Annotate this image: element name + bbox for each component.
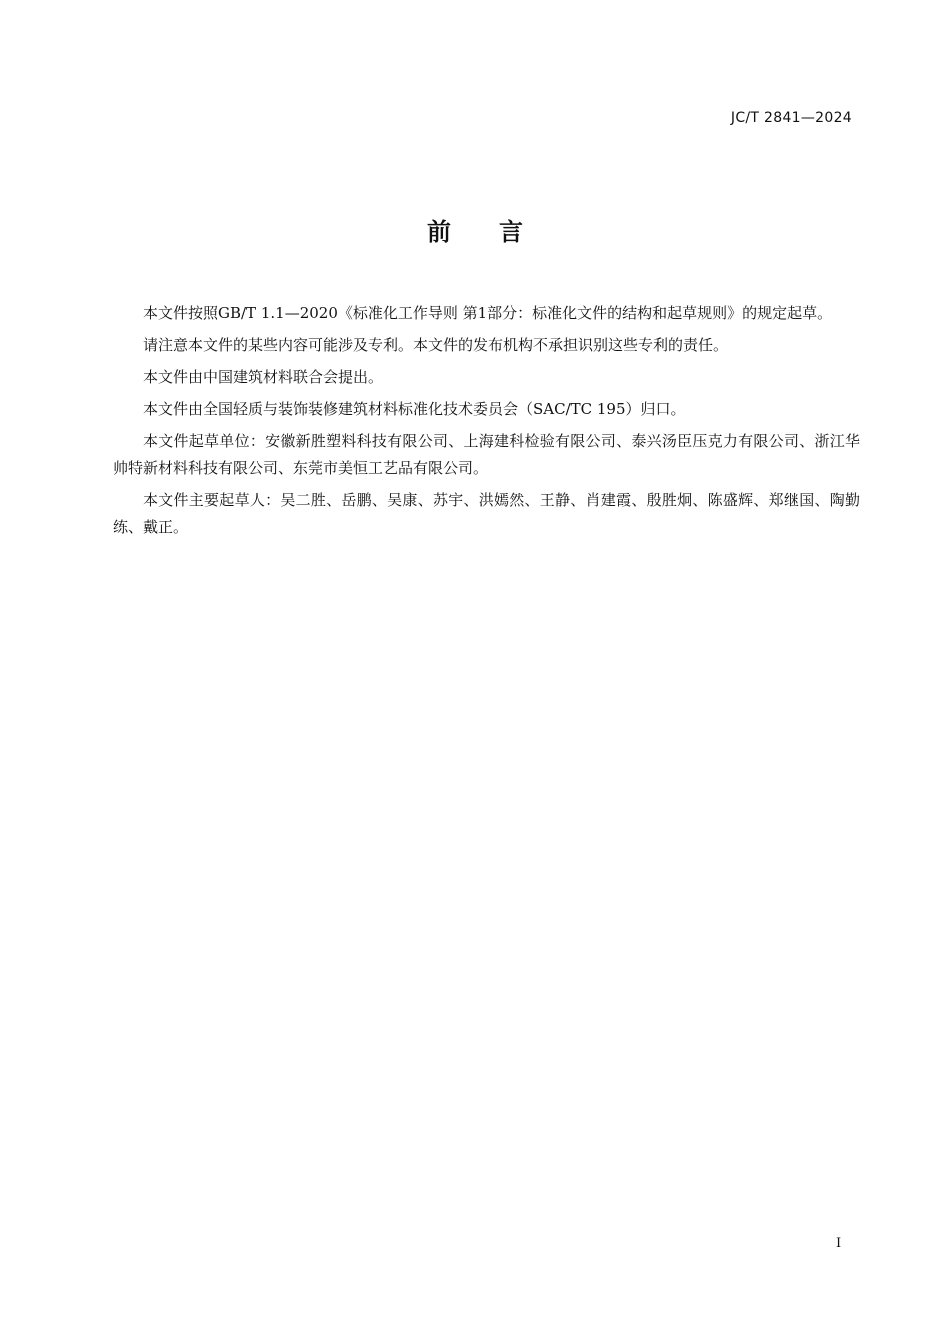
paragraph-proposer: 本文件由中国建筑材料联合会提出。: [143, 368, 384, 386]
document-code: JC/T 2841—2024: [730, 110, 852, 126]
paragraph-drafting-rules: 本文件按照GB/T 1.1—2020《标准化工作导则 第1部分：标准化文件的结构和起草规则》的规定起草。: [143, 304, 833, 322]
paragraph-responsible-committee: 本文件由全国轻质与装饰装修建筑材料标准化技术委员会（SAC/TC 195）归口。: [143, 400, 686, 418]
page-title: 前言: [427, 218, 571, 246]
foreword-body: [113, 300, 860, 546]
page-number: I: [836, 1236, 842, 1251]
paragraph-main-drafters: 本文件主要起草人：吴二胜、岳鹏、吴康、苏宇、洪嫣然、王静、肖建霞、殷胜炯、陈盛辉、郑继国、陶勤练、戴正。: [113, 491, 860, 536]
paragraph-patent-notice: 请注意本文件的某些内容可能涉及专利。本文件的发布机构不承担识别这些专利的责任。: [143, 336, 729, 354]
paragraph-drafting-units: 本文件起草单位：安徽新胜塑料科技有限公司、上海建科检验有限公司、泰兴汤臣压克力有限公司、浙江华帅特新材料科技有限公司、东莞市美恒工艺品有限公司。: [113, 432, 860, 477]
